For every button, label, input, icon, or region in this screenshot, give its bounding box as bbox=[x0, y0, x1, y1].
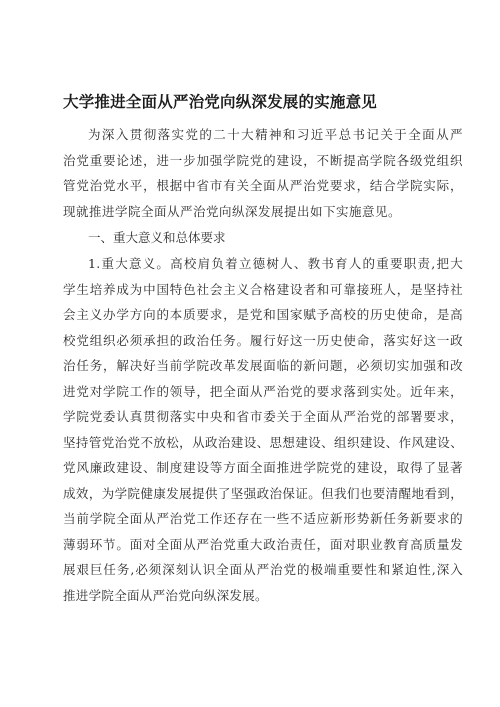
paragraph-line: 1.重大意义。高校肩负着立德树人、教书育人的重要职责,把大 bbox=[88, 256, 463, 271]
paragraph-line: 校党组织必须承担的政治任务。履行好这一历史使命，落实好这一政 bbox=[63, 332, 463, 348]
intro-line: 现就推进学院全面从严治党向纵深发展提出如下实施意见。 bbox=[63, 203, 402, 219]
intro-line: 管党治党水平，根据中省市有关全面从严治党要求，结合学院实际， bbox=[63, 178, 463, 193]
paragraph-line: 学生培养成为中国特色社会主义合格建设者和可靠接班人，是坚持社 bbox=[63, 281, 463, 297]
intro-line: 为深入贯彻落实党的二十大精神和习近平总书记关于全面从严 bbox=[88, 127, 463, 142]
paragraph-line: 学院党委认真贯彻落实中央和省市委关于全面从严治党的部署要求， bbox=[63, 409, 463, 424]
paragraph-line: 成效，为学院健康发展提供了坚强政治保证。但我们也要清醒地看到， bbox=[63, 485, 463, 501]
paragraph-line: 进党对学院工作的领导，把全面从严治党的要求落到实处。近年来， bbox=[63, 383, 463, 399]
paragraph-line: 治任务，解决好当前学院改革发展面临的新问题，必须切实加强和改 bbox=[63, 358, 463, 373]
document-title: 大学推进全面从严治党向纵深发展的实施意见 bbox=[63, 93, 378, 111]
paragraph-line: 推进学院全面从严治党向纵深发展。 bbox=[63, 587, 268, 603]
paragraph-line: 展艰巨任务,必须深刻认识全面从严治党的极端重要性和紧迫性,深入 bbox=[63, 562, 463, 577]
intro-line: 治党重要论述，进一步加强学院党的建设，不断提高学院各级党组织 bbox=[63, 152, 463, 168]
section-heading: 一、重大意义和总体要求 bbox=[88, 230, 226, 245]
paragraph-line: 党风廉政建设、制度建设等方面全面推进学院党的建设，取得了显著 bbox=[63, 460, 463, 475]
paragraph-line: 会主义办学方向的本质要求，是党和国家赋予高校的历史使命，是高 bbox=[63, 307, 463, 322]
paragraph-line: 薄弱环节。面对全面从严治党重大政治责任，面对职业教育高质量发 bbox=[63, 536, 463, 552]
document-body bbox=[63, 122, 463, 608]
paragraph-line: 当前学院全面从严治党工作还存在一些不适应新形势新任务新要求的 bbox=[63, 511, 463, 526]
paragraph-line: 坚持管党治党不放松，从政治建设、思想建设、组织建设、作风建设、 bbox=[63, 434, 463, 450]
